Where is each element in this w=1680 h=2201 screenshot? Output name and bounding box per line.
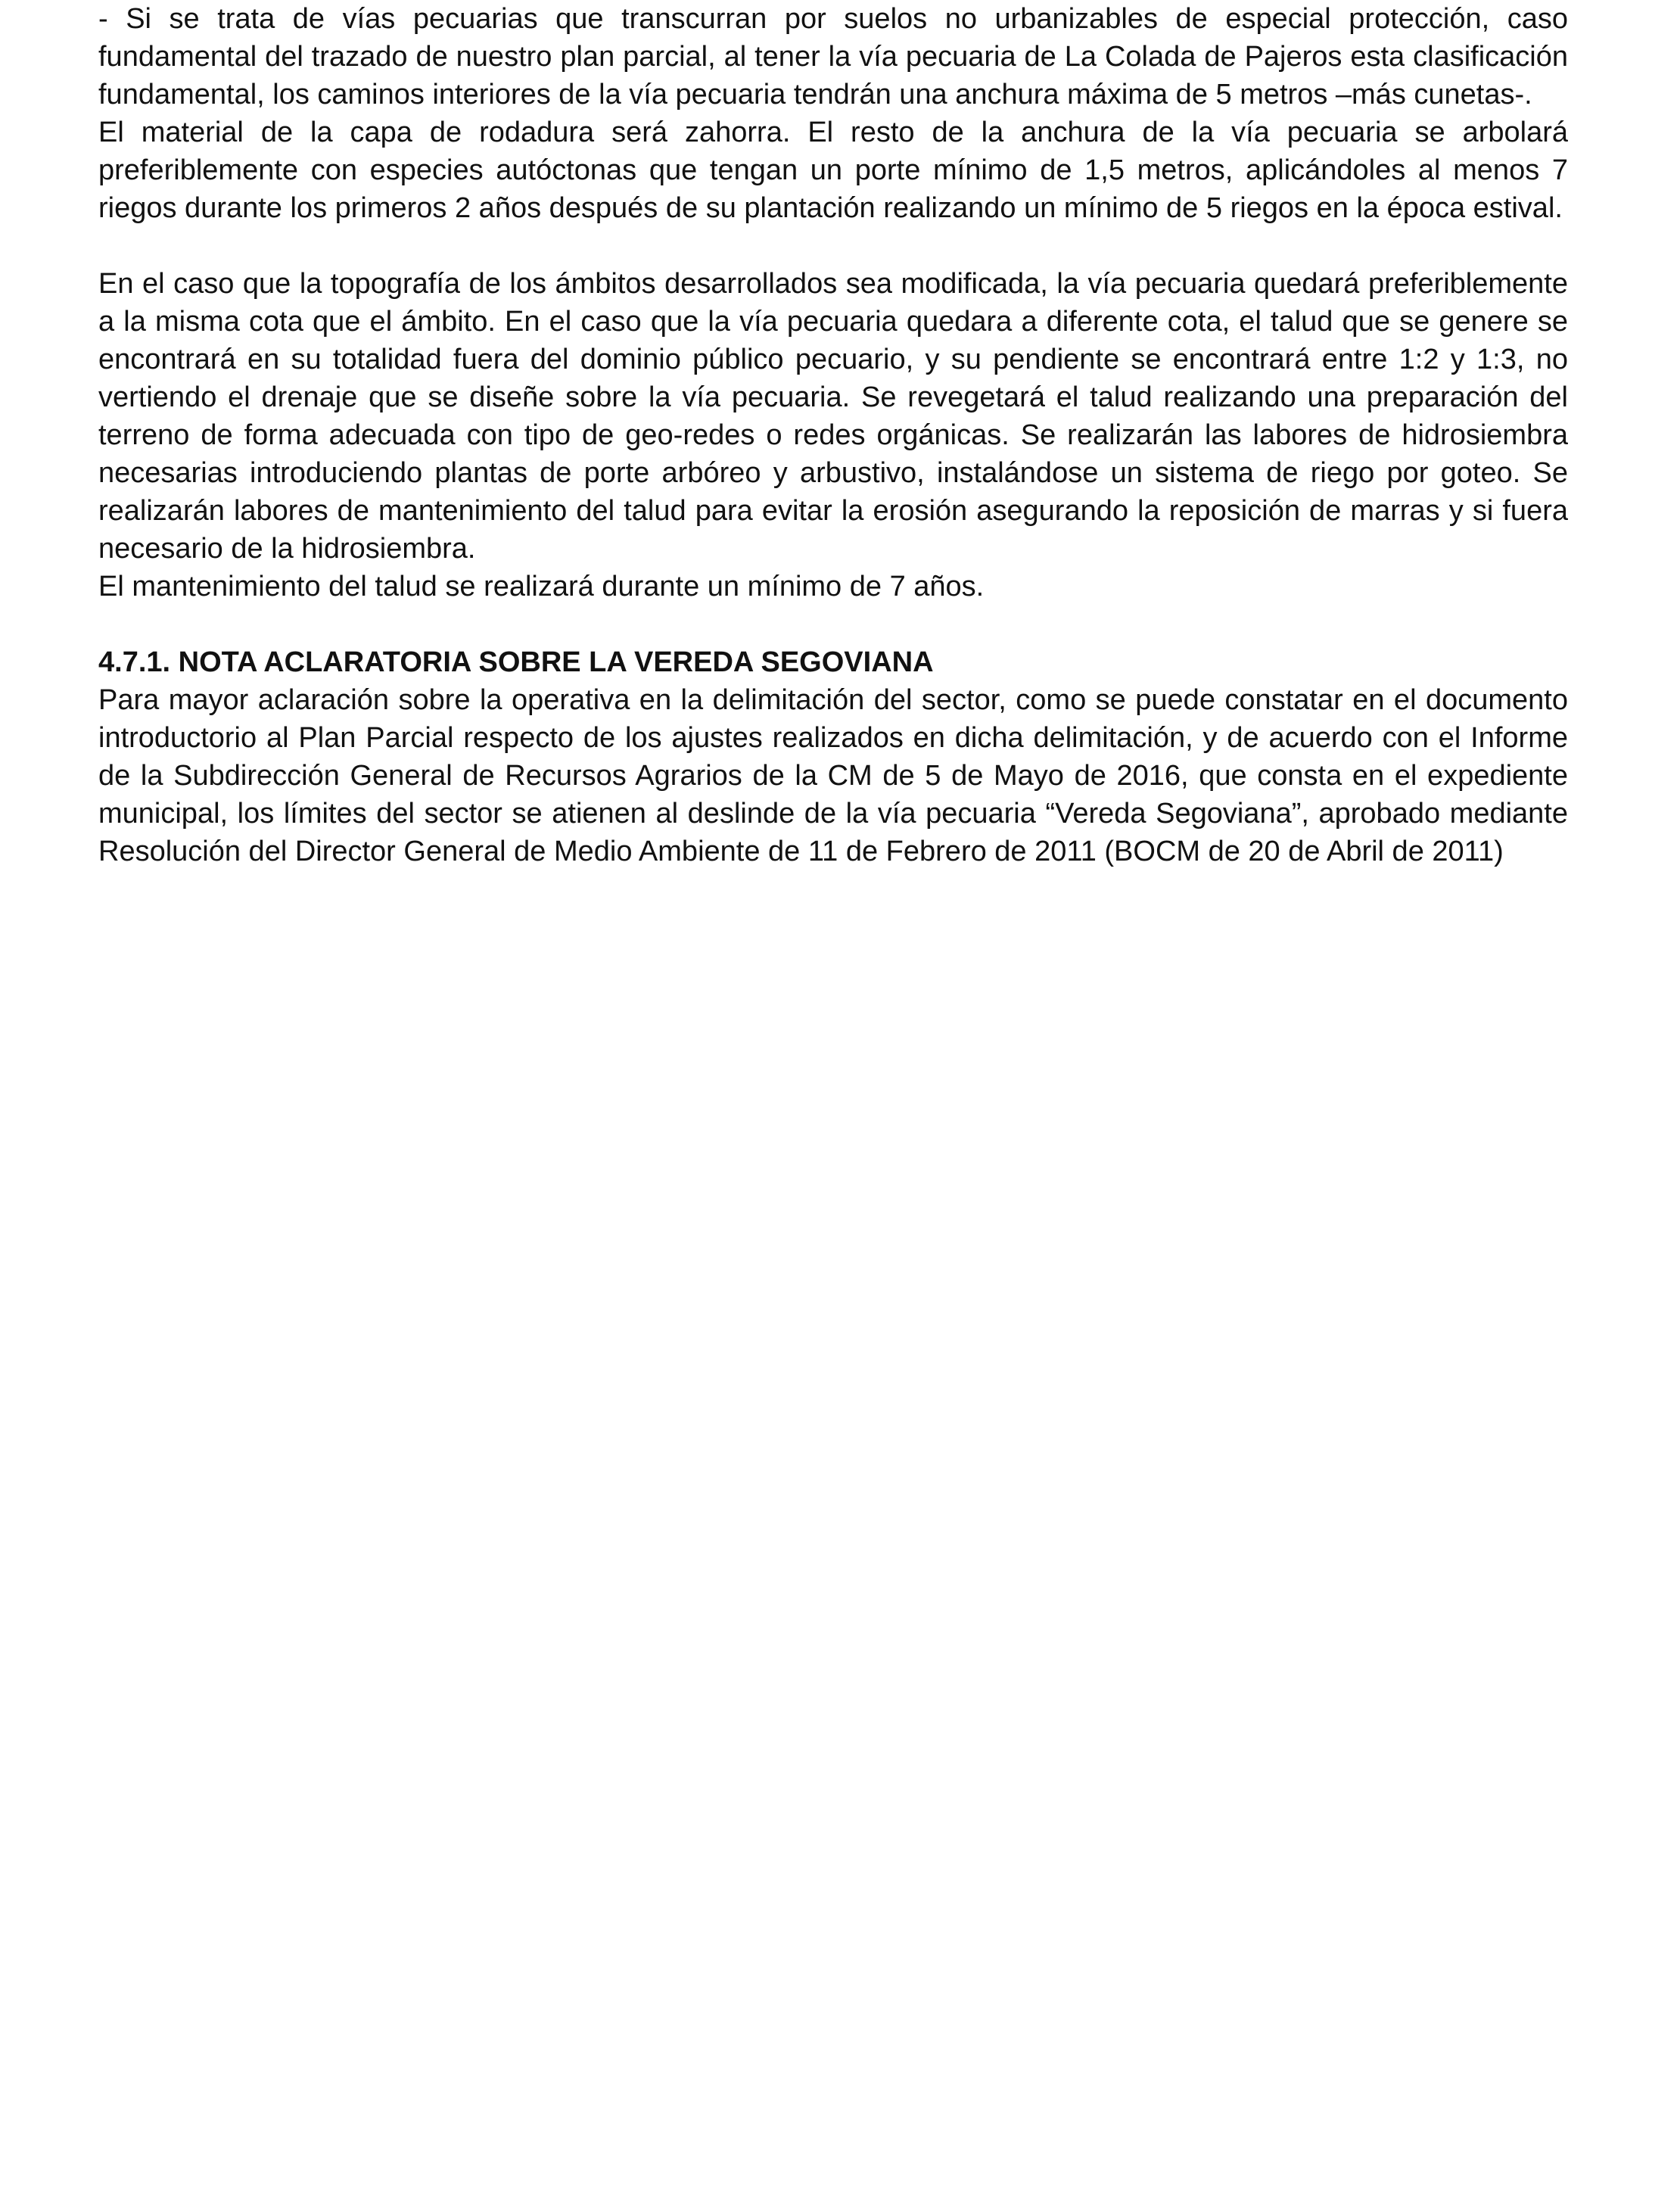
paragraph-spacer (98, 227, 1568, 265)
document-body (98, 0, 1568, 870)
paragraph-spacer (98, 606, 1568, 643)
section-heading-4-7-1: 4.7.1. NOTA ACLARATORIA SOBRE LA VEREDA SEGOVIANA (98, 646, 934, 678)
paragraph-vereda-segoviana-note: Para mayor aclaración sobre la operativa en la delimitación del sector, como se puede constatar en el documento introductorio al Plan Parcial respecto de los ajustes realizados en dicha delimitación, y de acuerdo con el Informe de la Subdirección General de Recursos Agrarios de la CM de 5 de Mayo de 2016, que consta en el expediente municipal, los límites del sector se atienen al deslinde de la vía pecuaria “Vereda Segoviana”, aprobado mediante Resolución del Director General de Medio Ambiente de 11 de Febrero de 2011 (BOCM de 20 de Abril de 2011) (98, 684, 1568, 867)
paragraph-slope-maintenance: El mantenimiento del talud se realizará durante un mínimo de 7 años. (98, 571, 985, 602)
paragraph-rolling-material: El material de la capa de rodadura será zahorra. El resto de la anchura de la vía pecuaria se arbolará preferiblemente con especies autóctonas que tengan un porte mínimo de 1,5 metros, aplicándoles al menos 7 riegos durante los primeros 2 años después de su plantación realizando un mínimo de 5 riegos en la época estival. (98, 117, 1568, 224)
bullet-paragraph-width-limits: - Si se trata de vías pecuarias que transcurran por suelos no urbanizables de especial protección, caso fundamental del trazado de nuestro plan parcial, al tener la vía pecuaria de La Colada de Pajeros esta clasificación fundamental, los caminos interiores de la vía pecuaria tendrán una anchura máxima de 5 metros –más cunetas-. (98, 3, 1568, 111)
paragraph-topography: En el caso que la topografía de los ámbitos desarrollados sea modificada, la vía pecuaria quedará preferiblemente a la misma cota que el ámbito. En el caso que la vía pecuaria quedara a diferente cota, el talud que se genere se encontrará en su totalidad fuera del dominio público pecuario, y su pendiente se encontrará entre 1:2 y 1:3, no vertiendo el drenaje que se diseñe sobre la vía pecuaria. Se revegetará el talud realizando una preparación del terreno de forma adecuada con tipo de geo-redes o redes orgánicas. Se realizarán las labores de hidrosiembra necesarias introduciendo plantas de porte arbóreo y arbustivo, instalándose un sistema de riego por goteo. Se realizarán labores de mantenimiento del talud para evitar la erosión asegurando la reposición de marras y si fuera necesario de la hidrosiembra. (98, 268, 1568, 565)
